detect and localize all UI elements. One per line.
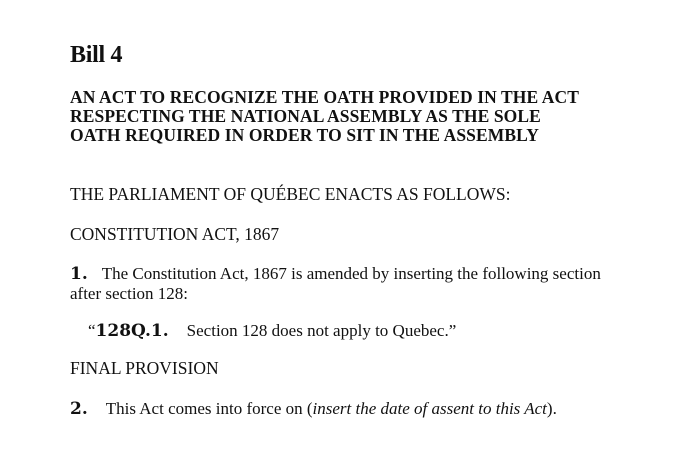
section-2-number: 2. [70, 399, 88, 419]
section-1 [70, 264, 670, 303]
section-1-line-1 [70, 264, 670, 284]
section-2 [70, 399, 557, 419]
section-1-text-line-1: The Constitution Act, 1867 is amended by inserting the following section [101, 264, 601, 283]
section-1-text-line-2: after section 128: [70, 284, 189, 303]
section-1-number: 1. [70, 264, 88, 284]
heading-constitution-act: CONSTITUTION ACT, 1867 [70, 224, 280, 244]
section-2-text-after: ). [546, 399, 557, 418]
act-title-line-3: OATH REQUIRED IN ORDER TO SIT IN THE ASSEMBLY [70, 125, 540, 145]
act-title-line-2: RESPECTING THE NATIONAL ASSEMBLY AS THE SOLE [70, 106, 541, 126]
bill-title: Bill 4 [70, 42, 123, 68]
section-2-text-italic: insert the date of assent to this Act [312, 399, 547, 418]
quoted-section-128q1 [88, 321, 456, 341]
open-quote: “ [88, 321, 96, 340]
section-2-text-before: This Act comes into force on ( [105, 399, 313, 418]
act-title-line-1: AN ACT TO RECOGNIZE THE OATH PROVIDED IN THE ACT [70, 87, 580, 107]
enacting-clause: THE PARLIAMENT OF QUÉBEC ENACTS AS FOLLOWS: [70, 184, 511, 204]
quoted-section-number: 128Q.1. [95, 321, 169, 341]
heading-final-provision: FINAL PROVISION [70, 358, 219, 378]
act-title [70, 88, 670, 145]
quoted-section-text: Section 128 does not apply to Quebec.” [186, 321, 457, 340]
